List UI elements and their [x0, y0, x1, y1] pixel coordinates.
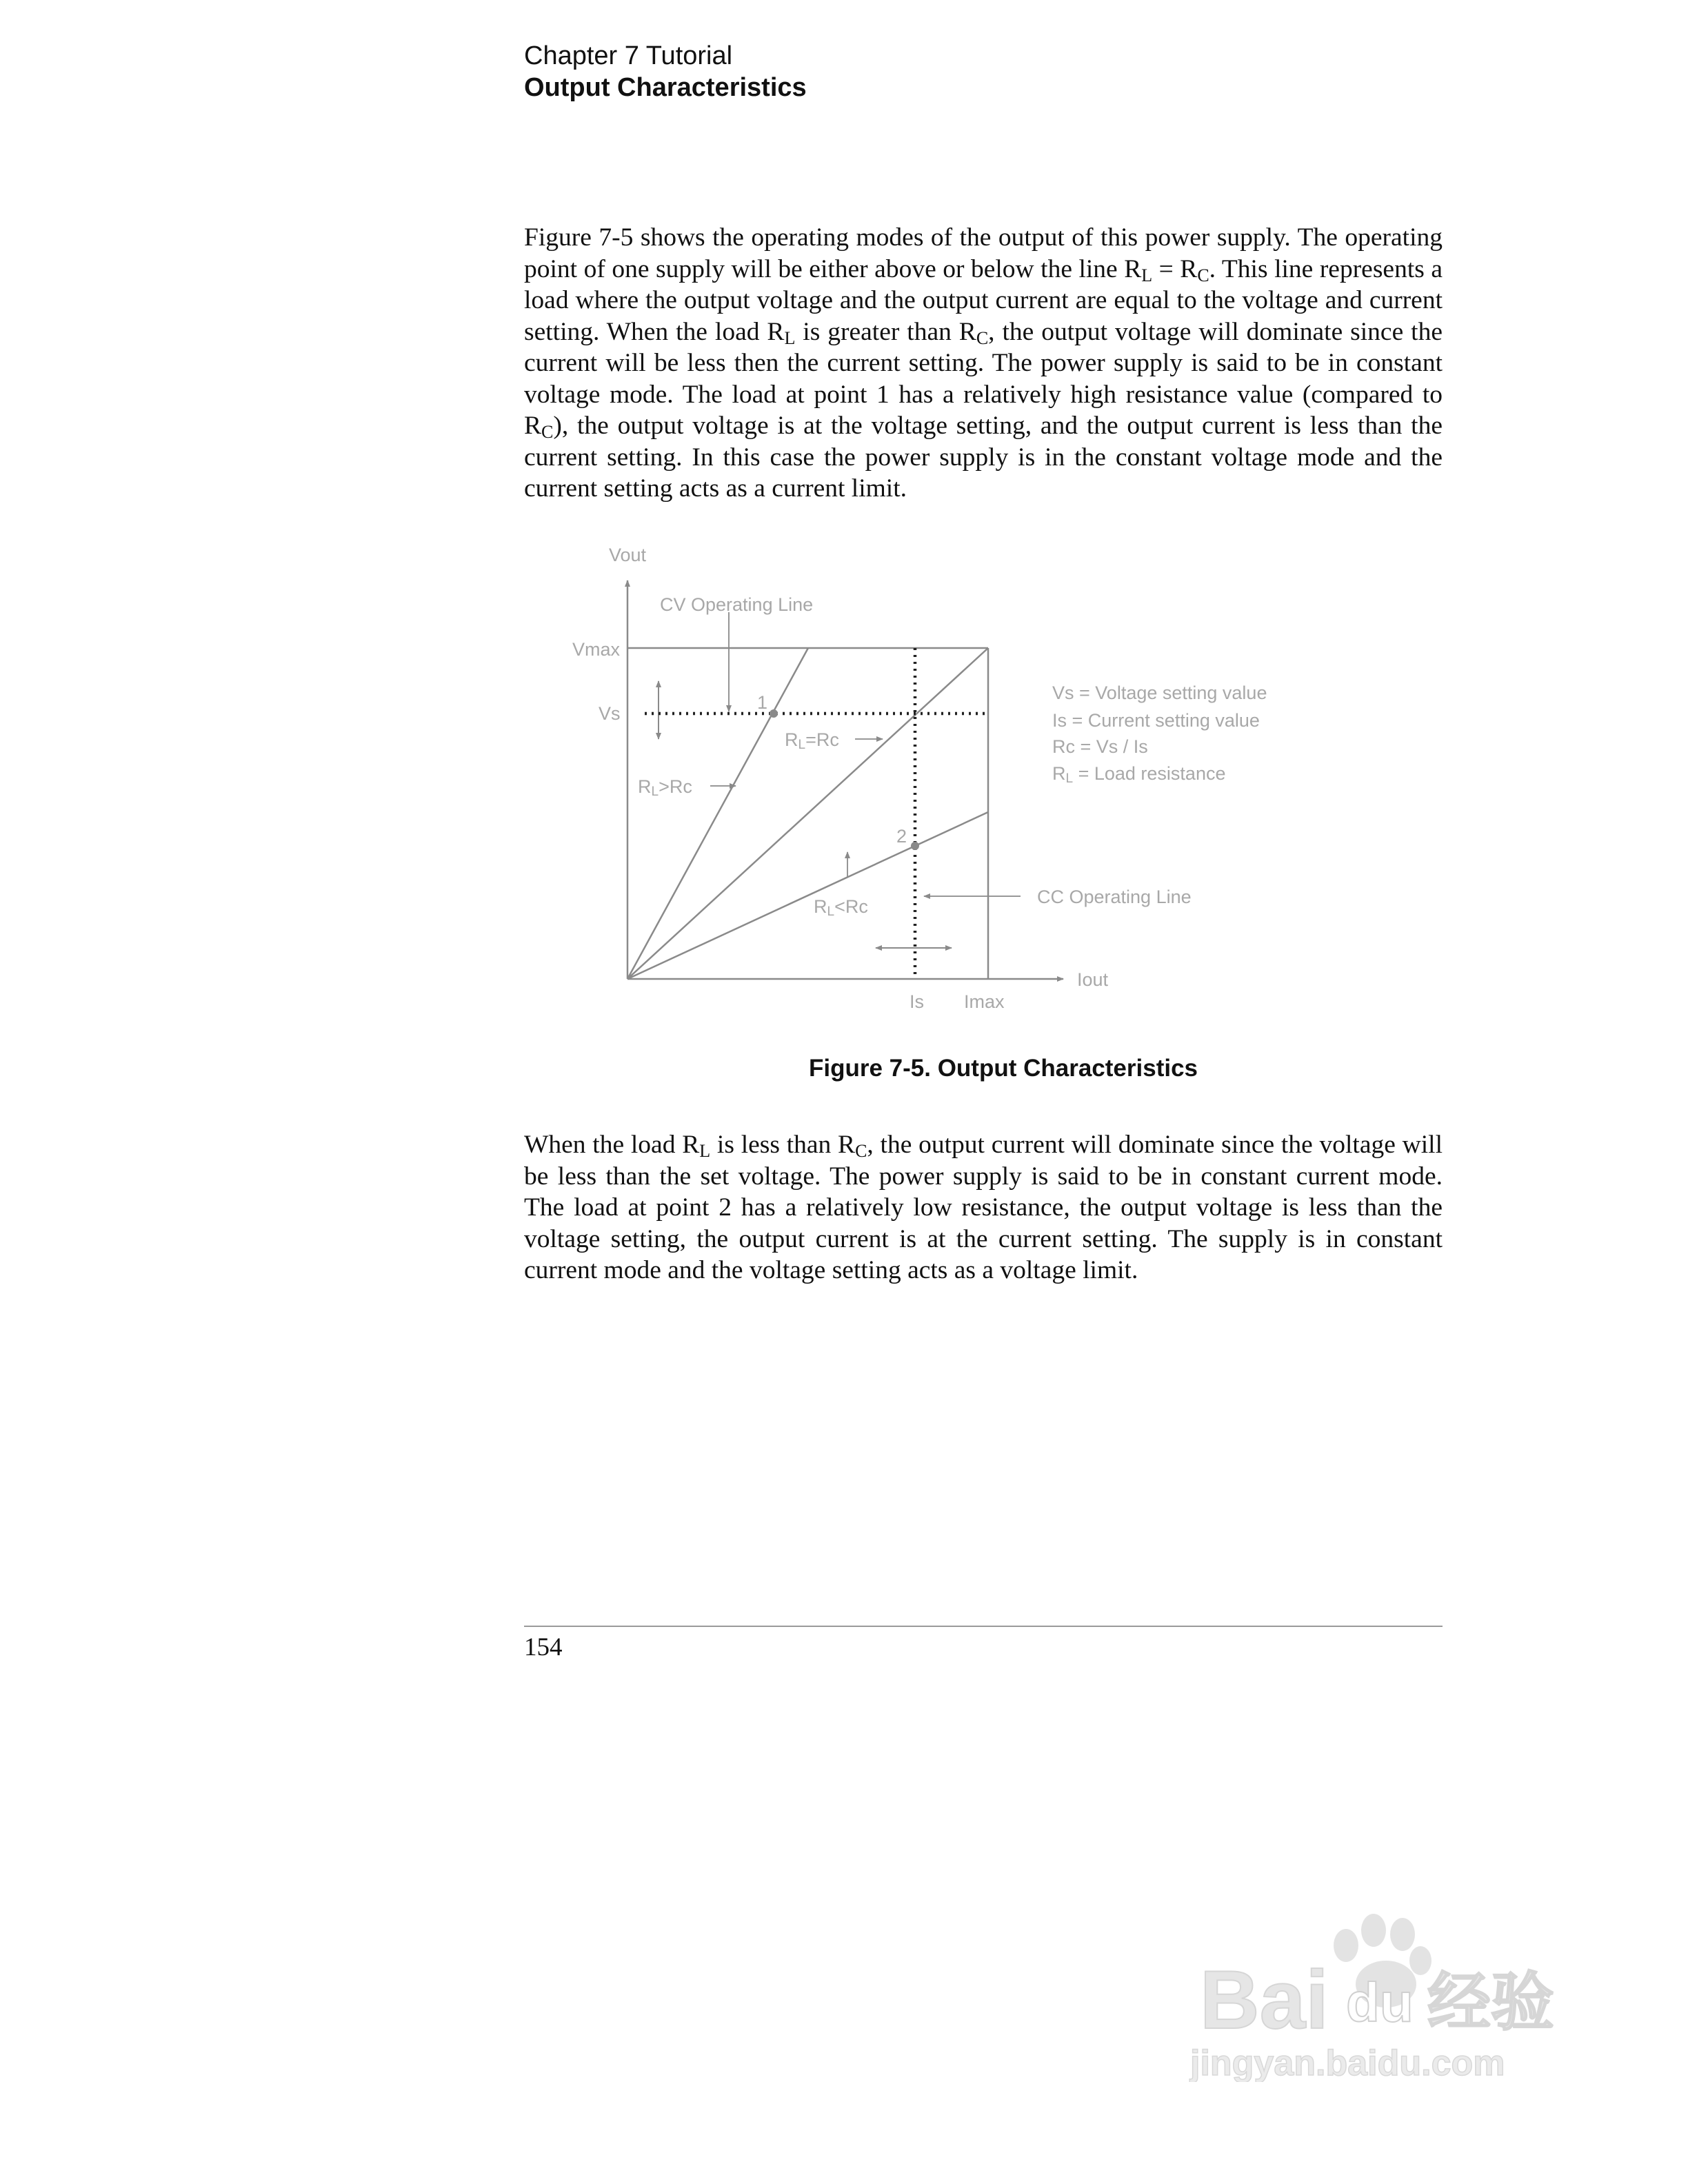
cv-line-label: CV Operating Line [660, 594, 814, 615]
page-number: 154 [524, 1633, 563, 1661]
section-heading: Output Characteristics [524, 73, 807, 102]
point-1-marker [770, 709, 778, 718]
rl-lt-rc-label: RL<Rc [814, 896, 868, 919]
cc-line-label: CC Operating Line [1037, 887, 1192, 907]
imax-label: Imax [964, 991, 1005, 1012]
legend-rl: RL = Load resistance [1052, 763, 1226, 786]
x-axis-label: Iout [1077, 969, 1109, 990]
vs-label: Vs [599, 703, 621, 724]
load-line-rl-lt-rc [627, 812, 988, 979]
rl-eq-rc-label: RL=Rc [785, 729, 839, 752]
footer-divider [524, 1626, 1443, 1627]
legend-is: Is = Current setting value [1052, 710, 1260, 731]
baidu-watermark [1186, 1903, 1586, 2082]
figure-caption: Figure 7-5. Output Characteristics [808, 1055, 1198, 1082]
vmax-label: Vmax [572, 639, 621, 660]
paragraph-intro: Figure 7-5 shows the operating modes of the output of this power supply. The operating point of one supply will be either above or below the line $R_L = R_C$. This line represents a load where the output voltage and the output current are equal to the voltage and current setting. When the load $R_L$ is greater than $R_C$, the output voltage will dominate since the current will be less then the current setting. The power supply is said to be in constant voltage mode. The load at point 1 has a relatively high resistance value (compared to $R_C$), the output voltage is at the voltage setting, and the output current is less than the current setting. In this case the power supply is in the constant voltage mode and the current setting acts as a current limit. [524, 223, 1443, 503]
output-characteristics-figure [538, 531, 1324, 1027]
legend-vs: Vs = Voltage setting value [1052, 682, 1267, 703]
point-1-label: 1 [757, 692, 768, 713]
is-label: Is [910, 991, 925, 1012]
legend-rc: Rc = Vs / Is [1052, 736, 1148, 757]
point-2-label: 2 [896, 826, 907, 847]
chapter-heading: Chapter 7 Tutorial [524, 41, 733, 70]
load-line-rl-eq-rc [627, 648, 988, 979]
point-2-marker [911, 842, 919, 850]
load-line-rl-gt-rc [627, 648, 808, 979]
watermark-suffix: 经验 [1427, 1968, 1555, 2038]
watermark-url: jingyan.baidu.com [1190, 2043, 1505, 2082]
paragraph-constant-current: When the load $R_L$ is less than $R_C$, the output current will dominate since the voltage will be less than the set voltage. The power supply is said to be in constant current mode. The load at point 2 has a relatively low resistance, the output voltage is less than the voltage setting, the output current is at the current setting. The supply is in constant current mode and the voltage setting acts as a voltage limit. [524, 1131, 1443, 1284]
y-axis-label: Vout [609, 545, 647, 565]
watermark-brand: Bai [1200, 1954, 1329, 2046]
rl-gt-rc-label: RL>Rc [638, 776, 692, 799]
watermark-brand-du: du [1346, 1972, 1414, 2033]
